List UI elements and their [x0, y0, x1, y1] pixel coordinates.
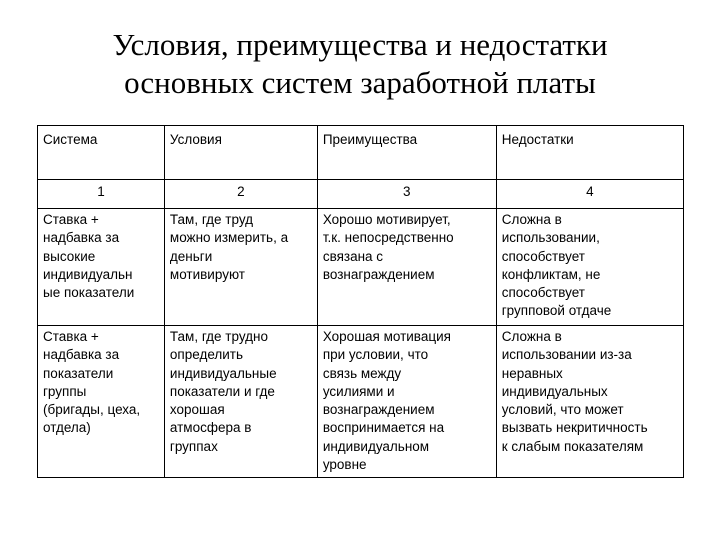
header-system: Система: [38, 126, 165, 180]
header-conditions: Условия: [164, 126, 317, 180]
header-disadvantages: Недостатки: [496, 126, 683, 180]
cell-advantages: Хорошая мотивация при условии, что связь между усилиями и вознаграждением воспринимается на индивидуальном уровне: [317, 326, 496, 478]
column-number: 3: [317, 180, 496, 209]
title-line-2: основных систем заработной платы: [124, 65, 596, 100]
table-row: [38, 209, 684, 326]
cell-disadvantages: Сложна в использовании, способствует конфликтам, не способствует групповой отдаче: [496, 209, 683, 326]
wage-systems-table: [37, 125, 684, 478]
cell-advantages: Хорошо мотивирует, т.к. непосредственно связана с вознаграждением: [317, 209, 496, 326]
header-advantages: Преимущества: [317, 126, 496, 180]
column-number: 2: [164, 180, 317, 209]
cell-disadvantages: Сложна в использовании из-за неравных индивидуальных условий, что может вызвать некритичность к слабым показателям: [496, 326, 683, 478]
cell-system: Ставка + надбавка за высокие индивидуальн ые показатели: [38, 209, 165, 326]
column-number: 1: [38, 180, 165, 209]
column-number-row: [38, 180, 684, 209]
title-line-1: Условия, преимущества и недостатки: [112, 27, 608, 62]
cell-conditions: Там, где труд можно измерить, а деньги мотивируют: [164, 209, 317, 326]
slide-title: [0, 26, 720, 102]
table-header-row: [38, 126, 684, 180]
table-row: [38, 326, 684, 478]
cell-system: Ставка + надбавка за показатели группы (бригады, цеха, отдела): [38, 326, 165, 478]
cell-conditions: Там, где трудно определить индивидуальные показатели и где хорошая атмосфера в группах: [164, 326, 317, 478]
column-number: 4: [496, 180, 683, 209]
